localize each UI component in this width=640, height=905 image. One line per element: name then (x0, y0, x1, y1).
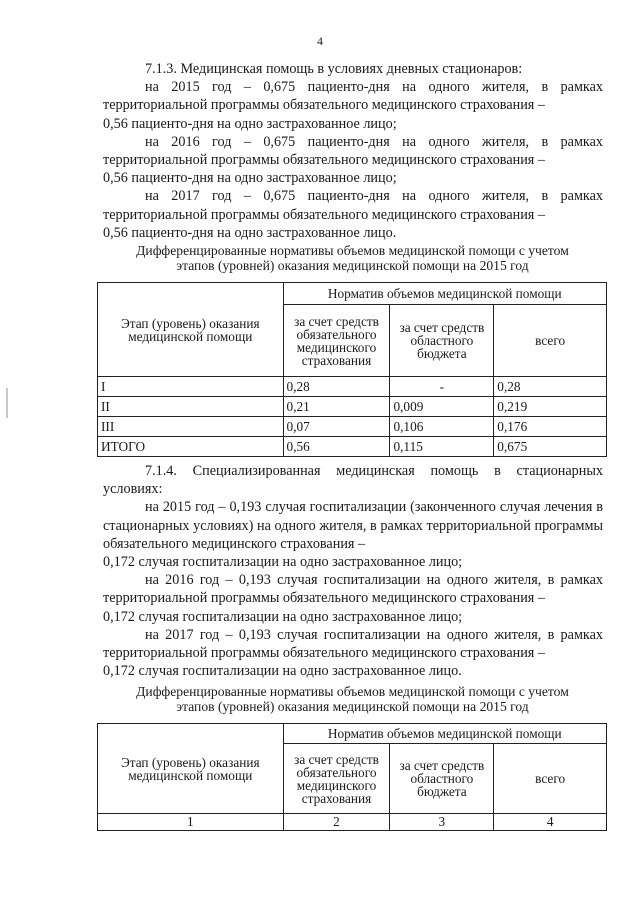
cell-budget: - (390, 377, 494, 397)
paragraph-2016-end: 0,56 пациенто-дня на одно застрахованное лицо; (103, 170, 397, 187)
table1-caption-line1: Дифференцированные нормативы объемов медицинской помощи с учетом (136, 243, 569, 258)
table-row (98, 417, 607, 437)
header-norm-group: Норматив объемов медицинской помощи (283, 724, 606, 744)
cell-budget: 0,009 (390, 397, 494, 417)
paragraph-2016: на 2016 год – 0,193 случая госпитализации на одного жителя, в рамках территориальной программы обязательного медицинского страхования – (103, 572, 603, 607)
scan-artifact (6, 388, 8, 418)
cell-stage: II (98, 397, 284, 417)
header-norm-group: Норматив объемов медицинской помощи (283, 283, 606, 305)
cell-total: 0,675 (494, 437, 607, 457)
paragraph-2015: на 2015 год – 0,675 пациенто-дня на одного жителя, в рамках территориальной программы обязательного медицинского страхования – (103, 79, 603, 114)
paragraph-2017: на 2017 год – 0,675 пациенто-дня на одного жителя, в рамках территориальной программы обязательного медицинского страхования – (103, 188, 603, 223)
table-column-numbers-row (98, 814, 607, 831)
cell-oms: 0,28 (283, 377, 390, 397)
cell-budget: 0,106 (390, 417, 494, 437)
cell-total: 0,28 (494, 377, 607, 397)
section-7-1-3 (103, 60, 603, 242)
paragraph-2017-end: 0,172 случая госпитализации на одно застрахованное лицо. (103, 663, 462, 680)
column-number: 3 (390, 814, 494, 831)
table1-caption-line2: этапов (уровней) оказания медицинской помощи на 2015 год (176, 257, 529, 273)
header-stage: Этап (уровень) оказания медицинской помощи (98, 283, 284, 377)
cell-stage: I (98, 377, 284, 397)
paragraph-2015-end: 0,56 пациенто-дня на одно застрахованное лицо; (103, 115, 397, 132)
cell-total: 0,219 (494, 397, 607, 417)
table-row (98, 397, 607, 417)
table-header-row (98, 283, 607, 305)
cell-total: 0,176 (494, 417, 607, 437)
header-total: всего (494, 744, 607, 814)
cell-oms: 0,21 (283, 397, 390, 417)
section-7-1-4 (103, 462, 603, 680)
paragraph-2017-end: 0,56 пациенто-дня на одно застрахованное лицо. (103, 224, 397, 241)
cell-stage: ИТОГО (98, 437, 284, 457)
paragraph-2016: на 2016 год – 0,675 пациенто-дня на одного жителя, в рамках территориальной программы обязательного медицинского страхования – (103, 133, 603, 169)
paragraph-2015-end: 0,172 случая госпитализации на одно застрахованное лицо; (103, 554, 463, 571)
header-budget: за счет средств областного бюджета (390, 744, 494, 814)
header-oms: за счет средств обязательного медицинского страхования (283, 744, 390, 814)
header-budget: за счет средств областного бюджета (390, 305, 494, 377)
table2-caption-line1: Дифференцированные нормативы объемов медицинской помощи с учетом (136, 684, 569, 699)
cell-oms: 0,56 (283, 437, 390, 457)
header-total: всего (494, 305, 607, 377)
section-title: 7.1.4. Специализированная медицинская помощь в стационарных условиях: (103, 463, 603, 498)
section-title: 7.1.3. Медицинская помощь в условиях дневных стационаров: (145, 61, 523, 77)
column-number: 4 (494, 814, 607, 831)
paragraph-2016-end: 0,172 случая госпитализации на одно застрахованное лицо; (103, 608, 463, 625)
table1 (97, 282, 607, 457)
table-row (98, 377, 607, 397)
header-oms: за счет средств обязательного медицинского страхования (283, 305, 390, 377)
cell-budget: 0,115 (390, 437, 494, 457)
table-row-total (98, 437, 607, 457)
table2 (97, 723, 607, 831)
column-number: 1 (98, 814, 284, 831)
table1-caption (100, 244, 605, 273)
cell-oms: 0,07 (283, 417, 390, 437)
paragraph-2015: на 2015 год – 0,193 случая госпитализации (законченного случая лечения в стационарных условиях) на одного жителя, в рамках территориальной программы обязательного медицинского страхования – (103, 499, 603, 552)
header-stage: Этап (уровень) оказания медицинской помощи (98, 724, 284, 814)
paragraph-2017: на 2017 год – 0,193 случая госпитализации на одного жителя, в рамках территориальной программы обязательного медицинского страхования – (103, 626, 603, 662)
table2-caption (100, 685, 605, 714)
page-number: 4 (317, 34, 323, 48)
column-number: 2 (283, 814, 390, 831)
cell-stage: III (98, 417, 284, 437)
table-header-row (98, 724, 607, 744)
table2-caption-line2: этапов (уровней) оказания медицинской помощи на 2015 год (176, 698, 529, 714)
